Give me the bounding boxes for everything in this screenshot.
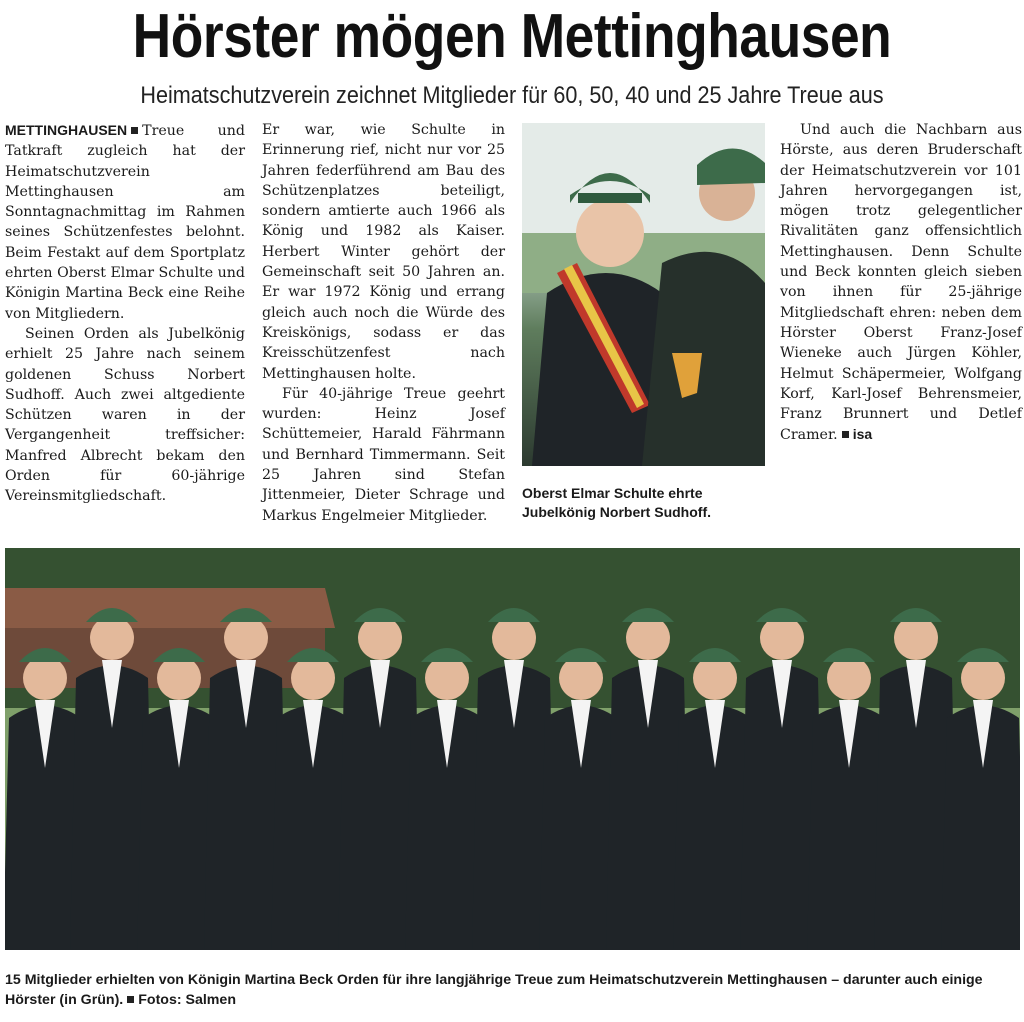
group-photo-caption [5,970,1020,1010]
photo-award-ceremony-illustration [522,123,765,466]
paragraph: Seinen Orden als Jubelkönig erhielt 25 Jahre nach seinem goldenen Schuss Norbert Sudhoff. Auch zwei altgediente Schützen waren in der Vergangenheit treffsicher: Manfred Albrecht bekam den Orden für 60-jährige Vereinsmitgliedschaft. [5,325,245,505]
square-bullet-icon [842,431,849,438]
square-bullet-icon [127,996,134,1003]
article-column-4 [780,120,1022,446]
photo-caption: Oberst Elmar Schulte ehrte Jubelkönig Norbert Sudhoff. [522,485,711,520]
paragraph-text: Und auch die Nachbarn aus Hörste, aus deren Bruderschaft der Heimatschutzverein vor 101 Jahren hervorgegangen ist, mögen trotz gelegentlicher Rivalitäten ganz offensichtlich Mettinghausen. Denn Schulte und Beck konnten gleich sieben von ihnen für 25-jährige Mitgliedschaft ehren: neben dem Hörster Oberst Franz-Josef Wieneke auch Jürgen Köhler, Helmut Schäpermeier, Wolfgang Korf, Karl-Josef Behrensmeier, Franz Brunnert und Detlef Cramer. [780,122,1022,444]
headline: Hörster mögen Mettinghausen [132,2,892,71]
caption-text: 15 Mitglieder erhielten von Königin Martina Beck Orden für ihre langjährige Treue zum Heimatschutzverein Mettinghausen – darunter auch einige Hörster (in Grün). [5,972,983,1008]
dateline: METTINGHAUSEN [5,122,128,138]
photo-group [5,548,1020,950]
paragraph [780,120,1022,446]
subheadline: Heimatschutzverein zeichnet Mitglieder für 60, 50, 40 und 25 Jahre Treue aus [140,82,884,109]
author: isa [852,426,873,443]
paragraph: Er war, wie Schulte in Erinnerung rief, nicht nur vor 25 Jahren federführend am Bau des Schützenplatzes beteiligt, sondern amtierte auch 1966 als König und 1982 als Kaiser. Herbert Winter gehört der Gemeinschaft seit 50 Jahren an. Er war 1972 König und errang gleich auch noch die Würde des Kreiskönigs, sodass er das Kreisschützenfest nach Mettinghausen holte. [262,122,505,382]
photo-award-ceremony [522,123,765,466]
paragraph-text: Treue und Tatkraft zugleich hat der Heimatschutzverein Mettinghausen am Sonntagnachmittag im Rahmen seines Schützenfestes belohnt. Beim Festakt auf dem Sportplatz ehrten Oberst Elmar Schulte und Königin Martina Beck eine Reihe von Mitgliedern. [5,123,245,322]
square-bullet-icon [131,127,138,134]
paragraph: Für 40-jährige Treue geehrt wurden: Heinz Josef Schüttemeier, Harald Fährmann und Bernhard Timmermann. Seit 25 Jahren sind Stefan Jittenmeier, Dieter Schrage und Markus Engelmeier Mitglieder. [262,385,505,524]
photo-credit: Fotos: Salmen [138,992,236,1008]
photo-group-illustration [5,548,1020,950]
article-column-1 [5,120,245,507]
article-column-2 [262,120,505,526]
paragraph [5,120,245,324]
